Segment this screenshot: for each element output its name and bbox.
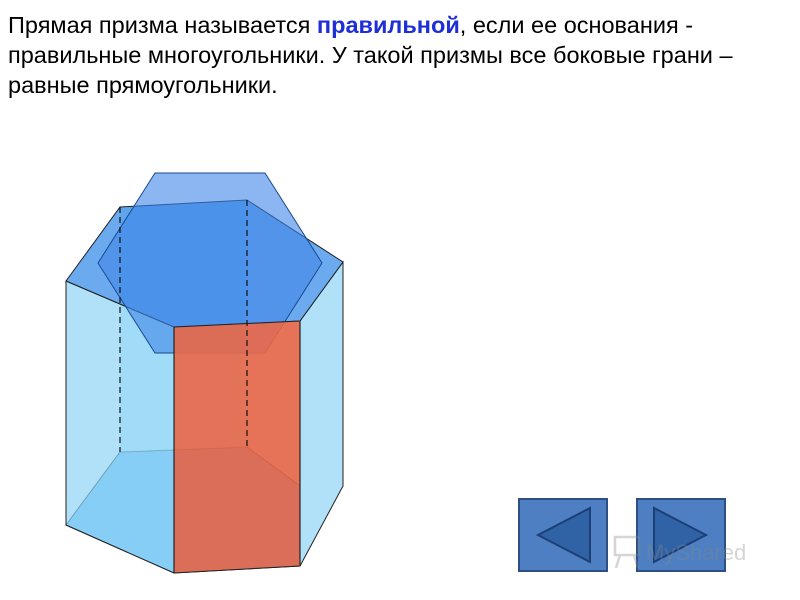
definition-highlight: правильной	[316, 12, 460, 38]
definition-text-part1: Прямая призма называется	[8, 12, 317, 38]
highlighted-lateral-face	[174, 321, 300, 573]
prev-slide-button[interactable]	[518, 498, 608, 572]
definition-text-part2: , если ее основания - правильные многоугольники. У такой призмы все боковые грани – равные прямоугольники.	[8, 12, 733, 98]
watermark-text: MyShared	[646, 540, 747, 565]
next-slide-button[interactable]	[636, 498, 726, 572]
